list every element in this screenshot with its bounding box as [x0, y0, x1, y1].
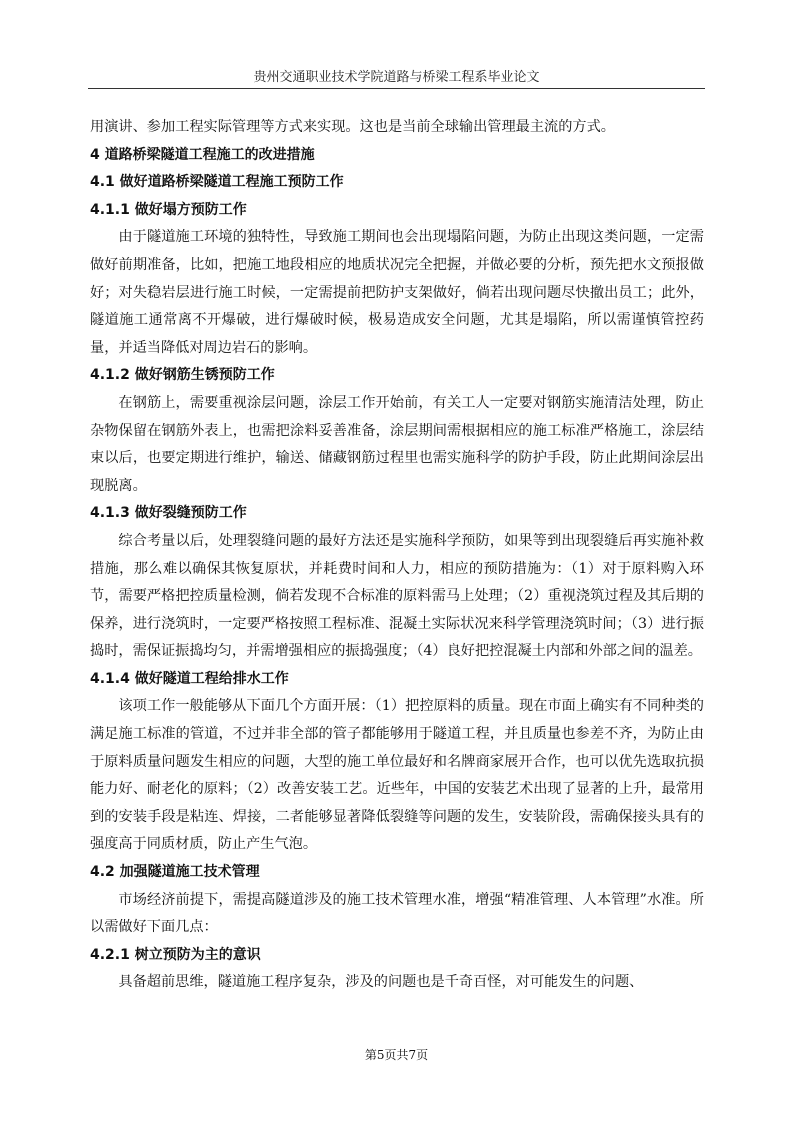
paragraph: 由于隧道施工环境的独特性，导致施工期间也会出现塌陷问题，为防止出现这类问题，一定需做好前期准备，比如，把施工地段相应的地质状况完全把握，并做必要的分析，预先把水文预报做好；对失稳岩层进行施工时候，一定需提前把防护支架做好，倘若出现问题尽快撤出员工；此外，隧道施工通常离不开爆破，进行爆破时候，极易造成安全问题，尤其是塌陷，所以需谨慎管控药量，并适当降低对周边岩石的影响。 — [90, 229, 704, 356]
paragraph: 用演讲、参加工程实际管理等方式来实现。这也是当前全球输出管理最主流的方式。 — [90, 119, 615, 135]
subsubsection-heading: 4.1.4 做好隧道工程给排水工作 — [90, 670, 289, 687]
section-heading: 4 道路桥梁隧道工程施工的改进措施 — [90, 146, 315, 163]
subsubsection-heading: 4.1.1 做好塌方预防工作 — [90, 201, 247, 218]
subsubsection-heading: 4.1.3 做好裂缝预防工作 — [90, 505, 247, 522]
subsubsection-heading: 4.2.1 树立预防为主的意识 — [90, 946, 261, 963]
paragraph: 市场经济前提下，需提高隧道涉及的施工技术管理水准，增强“精准管理、人本管理”水准。所以需做好下面几点： — [90, 891, 704, 936]
page-header: 贵州交通职业技术学院道路与桥梁工程系毕业论文 — [253, 70, 540, 85]
header-divider — [88, 88, 705, 89]
subsection-heading: 4.2 加强隧道施工技术管理 — [90, 864, 260, 881]
paragraph: 该项工作一般能够从下面几个方面开展：（1）把控原料的质量。现在市面上确实有不同种类的满足施工标准的管道，不过并非全部的管子都能够用于隧道工程，并且质量也参差不齐，为防止由于原料质量问题发生相应的问题，大型的施工单位最好和名牌商家展开合作，也可以优先选取抗损能力好、耐老化的原料；（2）改善安装工艺。近些年，中国的安装艺术出现了显著的上升，最常用到的安装手段是粘连、焊接，二者能够显著降低裂缝等问题的发生，安装阶段，需确保接头具有的强度高于同质材质，防止产生气泡。 — [90, 698, 704, 853]
document-body — [90, 114, 704, 997]
subsubsection-heading: 4.1.2 做好钢筋生锈预防工作 — [90, 367, 275, 384]
subsection-heading: 4.1 做好道路桥梁隧道工程施工预防工作 — [90, 174, 344, 191]
page-number: 第5页共7页 — [364, 1048, 429, 1062]
paragraph: 综合考量以后，处理裂缝问题的最好方法还是实施科学预防，如果等到出现裂缝后再实施补救措施，那么难以确保其恢复原状，并耗费时间和人力，相应的预防措施为：（1）对于原料购入环节，需要严格把控质量检测，倘若发现不合标准的原料需马上处理；（2）重视浇筑过程及其后期的保养，进行浇筑时，一定要严格按照工程标准、混凝土实际状况来科学管理浇筑时间；（3）进行振捣时，需保证振捣均匀，并需增强相应的振捣强度；（4）良好把控混凝土内部和外部之间的温差。 — [90, 532, 704, 660]
paragraph: 具备超前思维，隧道施工程序复杂，涉及的问题也是千奇百怪，对可能发生的问题、 — [118, 974, 644, 991]
paragraph: 在钢筋上，需要重视涂层问题，涂层工作开始前，有关工人一定要对钢筋实施清洁处理，防止杂物保留在钢筋外表上，也需把涂料妥善准备，涂层期间需根据相应的施工标准严格施工，涂层结束以后，也要定期进行维护，输送、储藏钢筋过程里也需实施科学的防护手段，防止此期间涂层出现脱离。 — [90, 394, 704, 494]
